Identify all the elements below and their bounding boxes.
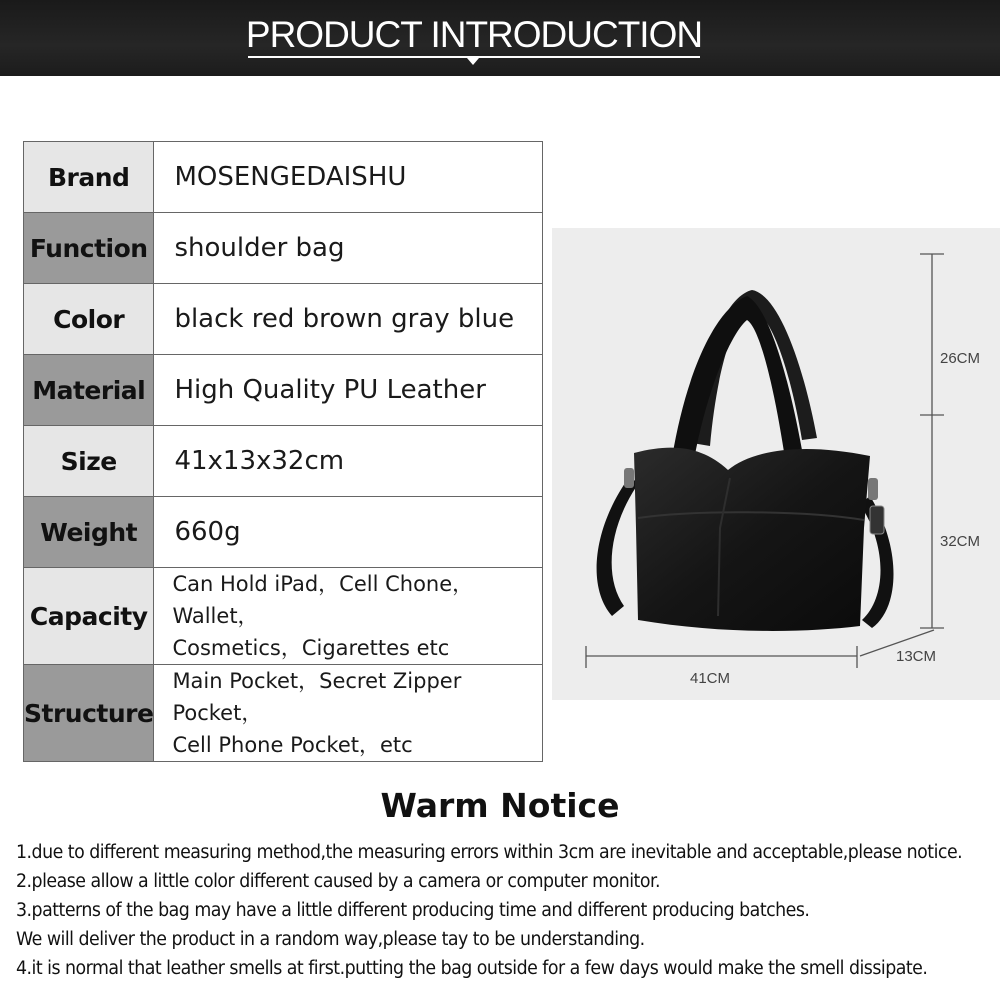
spec-value-line: High Quality PU Leather [174,375,486,405]
spec-row-brand [24,142,543,213]
spec-row-structure [24,665,543,762]
spec-row-capacity [24,568,543,665]
spec-row-weight [24,497,543,568]
spec-value [154,142,543,213]
spec-row-material [24,355,543,426]
spec-value [154,355,543,426]
dimension-label-depth: 13CM [896,648,937,665]
notice-title: Warm Notice [380,786,620,825]
spec-value-line: Can Hold iPad，Cell Chone，Wallet， [172,572,474,628]
product-image-panel [552,228,1000,700]
spec-row-size [24,426,543,497]
spec-label: Size [24,426,154,497]
spec-value-line: MOSENGEDAISHU [174,162,407,192]
spec-value-line: black red brown gray blue [174,304,515,334]
spec-label: Material [24,355,154,426]
page-title: PRODUCT INTRODUCTION [245,14,703,55]
header-banner [0,0,1000,76]
dimension-label-handle-height: 26CM [940,350,981,367]
spec-value [154,497,543,568]
spec-label: Capacity [24,568,154,665]
spec-table [23,141,543,762]
notice-list [16,838,996,983]
spec-label: Color [24,284,154,355]
bag-body [634,448,870,631]
spec-value [154,665,543,762]
spec-label: Brand [24,142,154,213]
title-caret-icon [467,58,479,65]
spec-value-line: shoulder bag [174,233,345,263]
spec-value-line: Main Pocket，Secret Zipper Pocket， [172,669,462,725]
spec-row-color [24,284,543,355]
spec-value [154,426,543,497]
notice-line: 1.due to different measuring method,the measuring errors within 3cm are inevitable and acceptable,please notice. [16,842,963,863]
notice-line: We will deliver the product in a random way,please tay to be understanding. [16,929,645,950]
spec-value-line: Cell Phone Pocket，etc [172,733,413,757]
spec-value-line: Cosmetics，Cigarettes etc [172,636,450,660]
notice-line: 2.please allow a little color different caused by a camera or computer monitor. [16,871,661,892]
spec-value [154,213,543,284]
spec-value [154,568,543,665]
dimension-label-body-height: 32CM [940,533,981,550]
spec-row-function [24,213,543,284]
dimension-label-width: 41CM [690,670,731,687]
spec-label: Structure [24,665,154,762]
spec-value-line: 660g [174,517,241,547]
bag-handle-front [672,296,802,460]
handbag-illustration [552,228,1000,700]
spec-value [154,284,543,355]
spec-label: Weight [24,497,154,568]
spec-label: Function [24,213,154,284]
notice-line: 3.patterns of the bag may have a little different producing time and different producing batches. [16,900,810,921]
spec-value-line: 41x13x32cm [174,446,345,476]
notice-line: 4.it is normal that leather smells at first.putting the bag outside for a few days would make the smell dissipate. [16,958,928,979]
shoulder-strap [597,476,638,616]
